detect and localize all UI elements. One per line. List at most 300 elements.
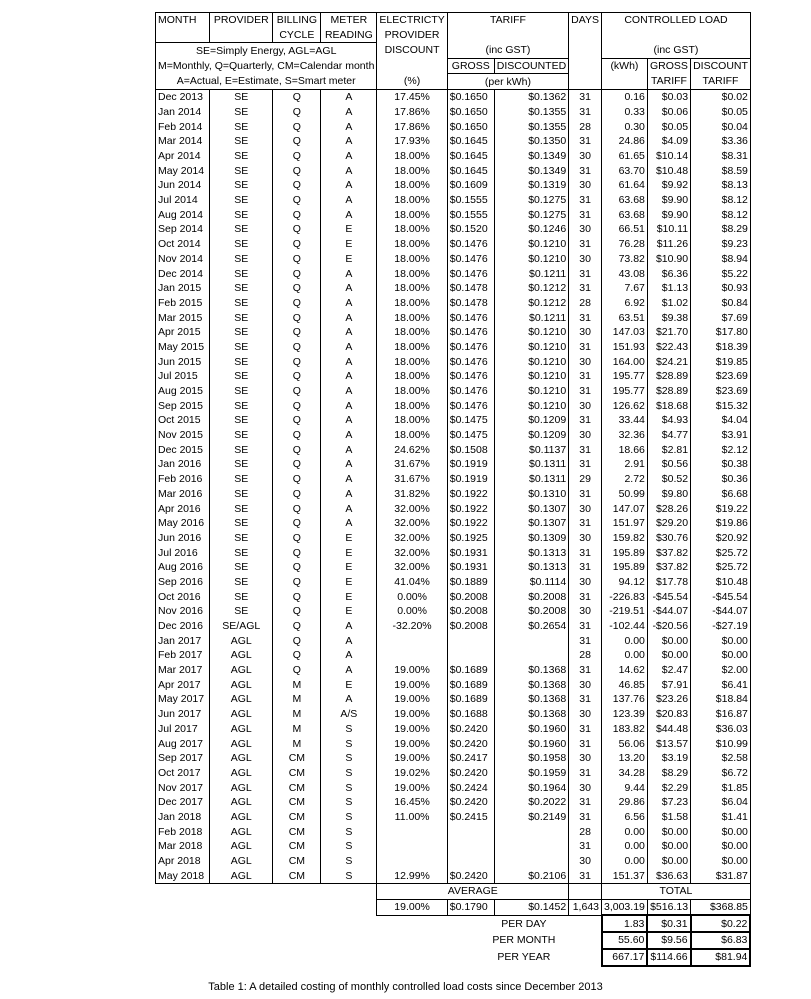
meter-reading-cell: A — [321, 648, 377, 663]
billing-cycle-cell: Q — [273, 472, 321, 487]
days-cell: 31 — [569, 442, 602, 457]
meter-reading-cell: S — [321, 722, 377, 737]
discounted-rate-cell: $0.1246 — [494, 222, 568, 237]
gross-rate-cell: $0.1520 — [447, 222, 494, 237]
month-cell: Mar 2014 — [156, 134, 210, 149]
discount-tariff-cell: $25.72 — [691, 545, 751, 560]
kwh-cell: -219.51 — [602, 604, 648, 619]
gross-rate-cell — [447, 824, 494, 839]
gross-rate-cell: $0.2008 — [447, 619, 494, 634]
kwh-cell: 195.77 — [602, 384, 648, 399]
gross-rate-cell: $0.2420 — [447, 722, 494, 737]
days-cell: 28 — [569, 296, 602, 311]
per-day-row — [156, 915, 751, 932]
discount-cell: 18.00% — [377, 384, 447, 399]
per-month-disc: $6.83 — [691, 932, 751, 949]
discount-cell — [377, 839, 447, 854]
provider-cell: SE — [210, 178, 273, 193]
billing-cycle-cell: CM — [273, 868, 321, 883]
month-cell: Nov 2015 — [156, 428, 210, 443]
billing-cycle-cell: CM — [273, 766, 321, 781]
month-cell: Dec 2013 — [156, 89, 210, 104]
days-cell: 31 — [569, 736, 602, 751]
month-cell: Jan 2015 — [156, 281, 210, 296]
per-day-kwh: 1.83 — [602, 915, 648, 932]
kwh-cell: 0.16 — [602, 89, 648, 104]
meter-reading-cell: E — [321, 222, 377, 237]
days-cell: 31 — [569, 722, 602, 737]
discount-tariff-cell: $8.94 — [691, 252, 751, 267]
discount-cell — [377, 633, 447, 648]
gross-rate-cell: $0.1476 — [447, 398, 494, 413]
month-cell: Sep 2015 — [156, 398, 210, 413]
discounted-rate-cell: $0.2008 — [494, 589, 568, 604]
discount-tariff-cell: $8.59 — [691, 163, 751, 178]
meter-reading-cell: A — [321, 384, 377, 399]
gross-rate-cell: $0.1931 — [447, 545, 494, 560]
discount-cell: 19.02% — [377, 766, 447, 781]
gross-tariff-cell: $0.00 — [647, 824, 690, 839]
kwh-cell: 73.82 — [602, 252, 648, 267]
meter-reading-cell: E — [321, 237, 377, 252]
days-cell: 30 — [569, 751, 602, 766]
month-cell: Aug 2017 — [156, 736, 210, 751]
days-cell: 30 — [569, 149, 602, 164]
month-cell: May 2017 — [156, 692, 210, 707]
provider-cell: AGL — [210, 868, 273, 883]
provider-cell: SE — [210, 119, 273, 134]
discount-tariff-cell: $4.04 — [691, 413, 751, 428]
gross-rate-cell: $0.1919 — [447, 457, 494, 472]
table-row — [156, 207, 751, 222]
kwh-cell: 147.07 — [602, 501, 648, 516]
kwh-cell: 195.89 — [602, 545, 648, 560]
gross-tariff-header: GROSS — [647, 58, 690, 74]
table-row — [156, 457, 751, 472]
billing-cycle-cell: Q — [273, 193, 321, 208]
meter-reading-cell: A — [321, 163, 377, 178]
month-cell: May 2014 — [156, 163, 210, 178]
billing-cycle-cell: Q — [273, 237, 321, 252]
provider-cell: SE — [210, 296, 273, 311]
gross-rate-cell: $0.1476 — [447, 369, 494, 384]
provider-cell: SE — [210, 428, 273, 443]
gross-tariff-cell: $10.14 — [647, 149, 690, 164]
month-cell: Mar 2015 — [156, 310, 210, 325]
provider-cell: SE — [210, 134, 273, 149]
provider-cell: SE — [210, 105, 273, 120]
provider-cell: SE — [210, 207, 273, 222]
days-cell: 30 — [569, 354, 602, 369]
days-cell: 31 — [569, 795, 602, 810]
gross-tariff-cell: $37.82 — [647, 560, 690, 575]
discount-cell: 32.00% — [377, 531, 447, 546]
gross-tariff-cell: $0.56 — [647, 457, 690, 472]
table-row — [156, 193, 751, 208]
days-cell: 30 — [569, 501, 602, 516]
table-row — [156, 252, 751, 267]
provider-cell: SE — [210, 472, 273, 487]
kwh-cell: 18.66 — [602, 442, 648, 457]
days-cell: 30 — [569, 398, 602, 413]
billing-cycle-cell: Q — [273, 163, 321, 178]
days-cell: 31 — [569, 633, 602, 648]
meter-reading-cell: A — [321, 340, 377, 355]
month-cell: Apr 2015 — [156, 325, 210, 340]
discounted-rate-cell: $0.1209 — [494, 413, 568, 428]
month-cell: Mar 2017 — [156, 663, 210, 678]
billing-cycle-cell: Q — [273, 398, 321, 413]
table-row — [156, 589, 751, 604]
kwh-cell: 43.08 — [602, 266, 648, 281]
table-row — [156, 384, 751, 399]
billing-cycle-cell: Q — [273, 589, 321, 604]
discount-tariff-cell: $0.38 — [691, 457, 751, 472]
discount-cell: 18.00% — [377, 398, 447, 413]
billing-cycle-cell: Q — [273, 604, 321, 619]
kwh-cell: 9.44 — [602, 780, 648, 795]
perkwh-header: (per kWh) — [447, 74, 568, 90]
days-cell: 31 — [569, 384, 602, 399]
table-row — [156, 266, 751, 281]
days-cell: 31 — [569, 457, 602, 472]
discount-tariff-cell: $31.87 — [691, 868, 751, 883]
kwh-cell: 24.86 — [602, 134, 648, 149]
days-cell: 31 — [569, 237, 602, 252]
kwh-cell: 126.62 — [602, 398, 648, 413]
elec-header-2: PROVIDER — [377, 28, 447, 43]
discounted-rate-cell — [494, 839, 568, 854]
gross-tariff-cell: -$44.07 — [647, 604, 690, 619]
meter-reading-cell: A — [321, 692, 377, 707]
billing-cycle-cell: Q — [273, 619, 321, 634]
gross-tariff-cell: $37.82 — [647, 545, 690, 560]
meter-reading-cell: A — [321, 487, 377, 502]
discounted-rate-cell: $0.1349 — [494, 163, 568, 178]
kwh-header: (kWh) — [602, 58, 648, 74]
days-cell: 31 — [569, 310, 602, 325]
discount-cell: 18.00% — [377, 149, 447, 164]
billing-cycle-cell: CM — [273, 824, 321, 839]
gross-rate-cell: $0.1922 — [447, 516, 494, 531]
discounted-rate-cell: $0.1368 — [494, 692, 568, 707]
discounted-rate-cell: $0.1212 — [494, 296, 568, 311]
discount-tariff-cell: $10.99 — [691, 736, 751, 751]
month-cell: Sep 2016 — [156, 575, 210, 590]
discounted-rate-cell: $0.1210 — [494, 398, 568, 413]
kwh-cell: 151.97 — [602, 516, 648, 531]
kwh-cell: 123.39 — [602, 707, 648, 722]
billing-cycle-cell: Q — [273, 531, 321, 546]
discount-cell: 24.62% — [377, 442, 447, 457]
month-cell: Feb 2016 — [156, 472, 210, 487]
discount-cell — [377, 854, 447, 869]
discount-cell: 18.00% — [377, 369, 447, 384]
discounted-rate-cell: $0.1212 — [494, 281, 568, 296]
discount-cell — [377, 648, 447, 663]
discount-tariff-cell: $25.72 — [691, 560, 751, 575]
days-cell: 30 — [569, 854, 602, 869]
table-row — [156, 413, 751, 428]
billing-cycle-cell: Q — [273, 369, 321, 384]
billing-cycle-cell: Q — [273, 516, 321, 531]
table-row — [156, 296, 751, 311]
table-row — [156, 604, 751, 619]
gross-rate-cell: $0.1925 — [447, 531, 494, 546]
gross-tariff-cell: $8.29 — [647, 766, 690, 781]
discount-tariff-cell: $9.23 — [691, 237, 751, 252]
table-row — [156, 398, 751, 413]
gross-rate-cell: $0.1889 — [447, 575, 494, 590]
days-cell: 31 — [569, 207, 602, 222]
month-cell: Feb 2014 — [156, 119, 210, 134]
days-cell: 30 — [569, 222, 602, 237]
provider-cell: SE — [210, 442, 273, 457]
meter-reading-cell: A — [321, 501, 377, 516]
elec-header-3: DISCOUNT — [377, 43, 447, 58]
month-cell: Feb 2018 — [156, 824, 210, 839]
discounted-rate-cell: $0.1319 — [494, 178, 568, 193]
discounted-rate-cell: $0.1210 — [494, 354, 568, 369]
month-cell: Jan 2016 — [156, 457, 210, 472]
kwh-cell: 29.86 — [602, 795, 648, 810]
month-cell: Jun 2014 — [156, 178, 210, 193]
meter-reading-cell: A — [321, 369, 377, 384]
discount-tariff-cell: $19.85 — [691, 354, 751, 369]
days-cell: 31 — [569, 868, 602, 883]
provider-cell: SE — [210, 501, 273, 516]
kwh-cell: 0.00 — [602, 648, 648, 663]
month-cell: May 2015 — [156, 340, 210, 355]
days-cell: 30 — [569, 252, 602, 267]
elec-header: ELECTRICTY — [377, 13, 447, 28]
days-cell: 31 — [569, 340, 602, 355]
gross-tariff-cell: $10.90 — [647, 252, 690, 267]
provider-cell: AGL — [210, 663, 273, 678]
discounted-rate-cell: $0.2654 — [494, 619, 568, 634]
per-year-row — [156, 949, 751, 966]
billing-cycle-cell: Q — [273, 428, 321, 443]
gross-rate-cell: $0.2420 — [447, 766, 494, 781]
days-cell: 31 — [569, 516, 602, 531]
discount-cell: 32.00% — [377, 501, 447, 516]
billing-cycle-cell: Q — [273, 149, 321, 164]
discounted-rate-cell: $0.1960 — [494, 722, 568, 737]
discount-tariff-cell: $6.41 — [691, 677, 751, 692]
billing-cycle-cell: M — [273, 722, 321, 737]
average-label-row — [156, 884, 751, 900]
kwh-cell: 34.28 — [602, 766, 648, 781]
billing-cycle-cell: Q — [273, 575, 321, 590]
discounted-rate-cell: $0.1137 — [494, 442, 568, 457]
discount-cell: 17.86% — [377, 119, 447, 134]
month-cell: Sep 2014 — [156, 222, 210, 237]
table-row — [156, 663, 751, 678]
total-kwh: 3,003.19 — [602, 899, 648, 915]
provider-cell: SE — [210, 531, 273, 546]
table-row — [156, 648, 751, 663]
billing-cycle-cell: CM — [273, 854, 321, 869]
table-row — [156, 281, 751, 296]
discounted-rate-cell: $0.1368 — [494, 707, 568, 722]
gross-tariff-cell: $21.70 — [647, 325, 690, 340]
provider-cell: AGL — [210, 707, 273, 722]
billing-cycle-cell: Q — [273, 266, 321, 281]
kwh-cell: 151.93 — [602, 340, 648, 355]
table-row — [156, 824, 751, 839]
total-gross: $516.13 — [647, 899, 690, 915]
discounted-rate-cell: $0.1275 — [494, 207, 568, 222]
gross-rate-cell: $0.1931 — [447, 560, 494, 575]
month-cell: Jul 2016 — [156, 545, 210, 560]
gross-tariff-cell: $1.13 — [647, 281, 690, 296]
provider-cell: SE — [210, 384, 273, 399]
provider-cell: AGL — [210, 810, 273, 825]
provider-cell: AGL — [210, 795, 273, 810]
discounted-rate-cell: $0.1210 — [494, 369, 568, 384]
table-row — [156, 839, 751, 854]
kwh-cell: 0.00 — [602, 854, 648, 869]
gross-tariff-cell: $0.52 — [647, 472, 690, 487]
provider-cell: SE — [210, 369, 273, 384]
gross-rate-cell: $0.1478 — [447, 296, 494, 311]
header-row-3 — [156, 43, 751, 58]
gross-rate-cell: $0.1476 — [447, 237, 494, 252]
meter-reading-cell: E — [321, 604, 377, 619]
provider-cell: AGL — [210, 692, 273, 707]
table-row — [156, 89, 751, 104]
gross-rate-cell: $0.1919 — [447, 472, 494, 487]
meter-reading-cell: S — [321, 810, 377, 825]
gross-rate-cell — [447, 839, 494, 854]
gross-tariff-cell: $7.23 — [647, 795, 690, 810]
days-header: DAYS — [569, 13, 602, 28]
table-row — [156, 340, 751, 355]
kwh-cell: 0.33 — [602, 105, 648, 120]
month-cell: Jun 2016 — [156, 531, 210, 546]
month-cell: Mar 2018 — [156, 839, 210, 854]
gross-tariff-cell: $2.81 — [647, 442, 690, 457]
days-cell: 31 — [569, 105, 602, 120]
gross-rate-cell: $0.1650 — [447, 119, 494, 134]
kwh-cell: -226.83 — [602, 589, 648, 604]
discount-cell: 19.00% — [377, 707, 447, 722]
discount-cell: 41.04% — [377, 575, 447, 590]
per-month-gross: $9.56 — [647, 932, 690, 949]
billing-cycle-cell: Q — [273, 105, 321, 120]
gross-tariff-cell: $9.38 — [647, 310, 690, 325]
provider-cell: SE — [210, 325, 273, 340]
discount-tariff-cell: -$45.54 — [691, 589, 751, 604]
discount-tariff-cell: $7.69 — [691, 310, 751, 325]
days-cell: 31 — [569, 619, 602, 634]
discount-tariff-cell: $3.91 — [691, 428, 751, 443]
discounted-rate-cell: $0.1310 — [494, 487, 568, 502]
days-cell: 31 — [569, 281, 602, 296]
provider-cell: AGL — [210, 766, 273, 781]
discount-tariff-header-2: TARIFF — [691, 74, 751, 90]
discount-cell: 18.00% — [377, 354, 447, 369]
billing-header-2: CYCLE — [273, 28, 321, 43]
gross-tariff-cell: $0.05 — [647, 119, 690, 134]
average-values-row — [156, 899, 751, 915]
per-year-disc: $81.94 — [691, 949, 751, 966]
discount-tariff-cell: $2.58 — [691, 751, 751, 766]
kwh-cell: 0.00 — [602, 839, 648, 854]
billing-cycle-cell: CM — [273, 795, 321, 810]
billing-cycle-cell: CM — [273, 780, 321, 795]
gross-tariff-cell: $23.26 — [647, 692, 690, 707]
meter-reading-cell: E — [321, 575, 377, 590]
gross-tariff-cell: $13.57 — [647, 736, 690, 751]
gross-rate-cell: $0.2420 — [447, 795, 494, 810]
provider-cell: AGL — [210, 839, 273, 854]
month-cell: Dec 2014 — [156, 266, 210, 281]
provider-cell: SE — [210, 575, 273, 590]
gross-rate-cell: $0.1650 — [447, 105, 494, 120]
discount-tariff-cell: -$27.19 — [691, 619, 751, 634]
gross-rate-cell: $0.2424 — [447, 780, 494, 795]
discount-tariff-cell: $0.00 — [691, 854, 751, 869]
table-row — [156, 222, 751, 237]
discount-tariff-header: DISCOUNT — [691, 58, 751, 74]
discount-cell: 19.00% — [377, 663, 447, 678]
days-cell: 30 — [569, 780, 602, 795]
discount-tariff-cell: $0.00 — [691, 648, 751, 663]
meter-header-2: READING — [321, 28, 377, 43]
billing-cycle-cell: Q — [273, 501, 321, 516]
table-row — [156, 780, 751, 795]
table-row — [156, 545, 751, 560]
billing-cycle-cell: CM — [273, 839, 321, 854]
kwh-cell: 50.99 — [602, 487, 648, 502]
month-cell: Jul 2017 — [156, 722, 210, 737]
billing-cycle-cell: Q — [273, 354, 321, 369]
gross-rate-cell: $0.1475 — [447, 428, 494, 443]
cl-incgst: (inc GST) — [602, 43, 751, 58]
meter-reading-cell: A — [321, 516, 377, 531]
meter-reading-cell: A — [321, 105, 377, 120]
days-cell: 30 — [569, 677, 602, 692]
discounted-rate-cell: $0.1368 — [494, 677, 568, 692]
gross-rate-cell: $0.1645 — [447, 163, 494, 178]
gross-tariff-cell: $0.03 — [647, 89, 690, 104]
discounted-rate-cell: $0.1355 — [494, 119, 568, 134]
days-cell: 30 — [569, 575, 602, 590]
discount-cell: 32.00% — [377, 516, 447, 531]
gross-tariff-cell: $6.36 — [647, 266, 690, 281]
table-row — [156, 722, 751, 737]
gross-tariff-cell: $10.48 — [647, 163, 690, 178]
month-cell: Sep 2017 — [156, 751, 210, 766]
provider-cell: AGL — [210, 677, 273, 692]
meter-reading-cell: A — [321, 296, 377, 311]
discount-tariff-cell: $2.00 — [691, 663, 751, 678]
gross-tariff-cell: $29.20 — [647, 516, 690, 531]
meter-reading-cell: S — [321, 824, 377, 839]
provider-cell: SE — [210, 149, 273, 164]
kwh-cell: 0.30 — [602, 119, 648, 134]
meter-reading-cell: S — [321, 751, 377, 766]
month-cell: Aug 2014 — [156, 207, 210, 222]
billing-cycle-cell: CM — [273, 751, 321, 766]
billing-cycle-cell: Q — [273, 663, 321, 678]
gross-rate-cell: $0.1476 — [447, 354, 494, 369]
discount-tariff-cell: $0.04 — [691, 119, 751, 134]
discounted-rate-cell: $0.2022 — [494, 795, 568, 810]
discount-tariff-cell: $8.31 — [691, 149, 751, 164]
table-row — [156, 134, 751, 149]
